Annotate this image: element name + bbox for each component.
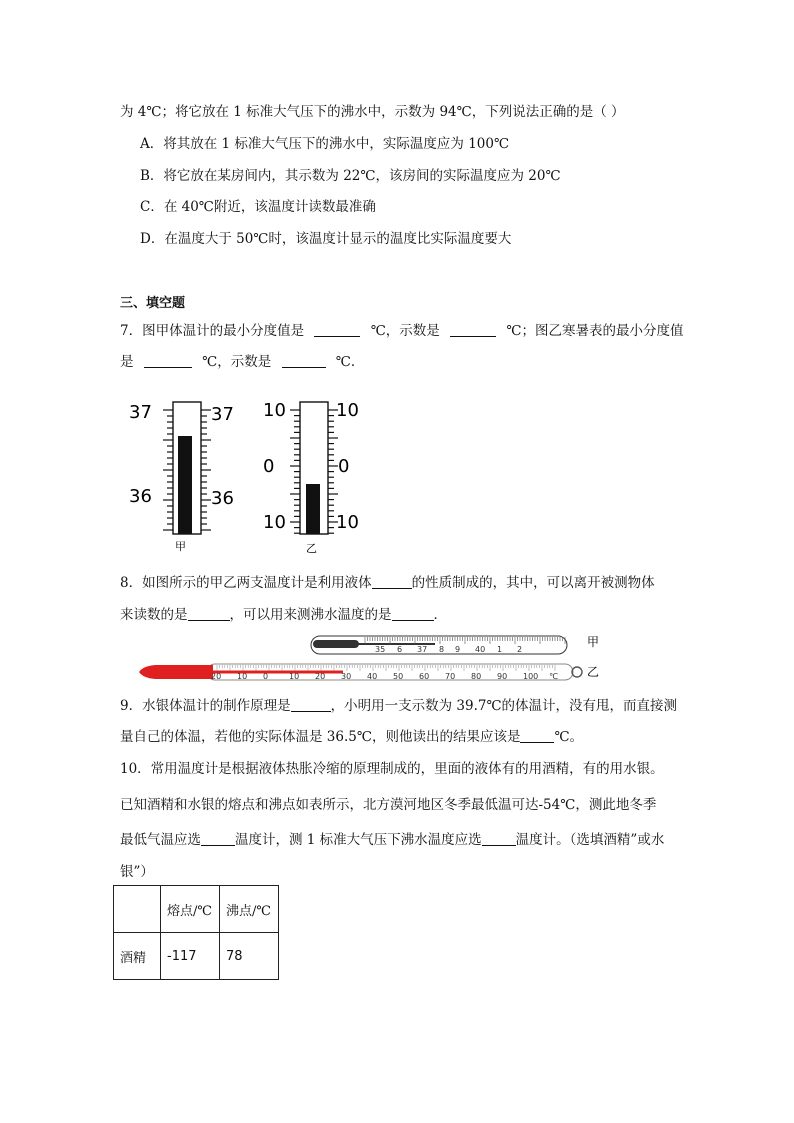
table-header-row <box>114 886 279 933</box>
q6-option-a: A．将其放在 1 标准大气压下的沸水中，实际温度应为 100℃ <box>140 136 510 152</box>
q8-jia-caption: 甲 <box>587 635 600 649</box>
q8-yi-scale-label: 90 <box>497 672 508 681</box>
q8-jia-scale-label: 2 <box>517 645 523 654</box>
q8-line2 <box>120 605 447 625</box>
jia-label-top-left: 37 <box>129 402 152 423</box>
q9-blank-1[interactable] <box>291 697 331 712</box>
q8-text-d: ，可以用来测沸水温度的是 <box>229 607 392 623</box>
q8-text-c: 来读数的是 <box>120 607 188 623</box>
jia-caption: 甲 <box>175 540 186 553</box>
q10-blank-2[interactable] <box>482 831 516 846</box>
q7-text-e: ℃，示数是 <box>202 354 272 370</box>
q8-figure <box>135 630 615 688</box>
q8-yi-scale-label: 10 <box>289 672 300 681</box>
q8-jia-scale-label: 35 <box>375 645 386 654</box>
q6-option-c: C．在 40℃附近，该温度计读数最准确 <box>140 199 376 215</box>
table-cell: -117 <box>161 933 220 980</box>
q8-yi-scale-label: 40 <box>367 672 378 681</box>
q7-blank-4[interactable] <box>282 353 326 368</box>
q8-blank-2[interactable] <box>188 606 230 621</box>
table-row <box>114 933 279 980</box>
q7-text-a: 7．图甲体温计的最小分度值是 <box>120 323 305 339</box>
q9-text-b: ，小明用一支示数为 39.7℃的体温计，没有甩，而直接测 <box>330 698 678 714</box>
q7-line2 <box>120 352 364 372</box>
jia-mercury-column <box>178 436 192 534</box>
q8-yi-scale-label: 80 <box>471 672 482 681</box>
q10-blank-1[interactable] <box>201 831 235 846</box>
q8-jia-bulb <box>313 640 359 648</box>
yi-label-top-left: 10 <box>263 400 286 421</box>
q8-yi-scale-label: 0 <box>263 672 269 681</box>
table-cell: 酒精 <box>114 933 161 980</box>
q7-text-d: 是 <box>120 354 134 370</box>
q8-jia-scale-label: 9 <box>455 645 461 654</box>
table-cell: 78 <box>220 933 279 980</box>
q7-text-b: ℃，示数是 <box>370 323 440 339</box>
table-header-cell <box>114 886 161 933</box>
q8-jia-scale-label: 6 <box>397 645 403 654</box>
q8-jia-scale-label: 37 <box>417 645 428 654</box>
q8-yi-scale-label: 10 <box>237 672 248 681</box>
q8-yi-scale-label: 20 <box>211 672 222 681</box>
yi-label-mid-right: 0 <box>338 456 350 477</box>
q10-line2: 已知酒精和水银的熔点和沸点如表所示，北方漠河地区冬季最低温可达-54℃，测此地冬季 <box>120 797 657 813</box>
q6-option-d: D．在温度大于 50℃时，该温度计显示的温度比实际温度要大 <box>140 231 512 247</box>
q8-jia-scale-label: 1 <box>497 645 503 654</box>
yi-label-bottom-left: 10 <box>263 512 286 533</box>
q9-blank-2[interactable] <box>520 728 554 743</box>
q7-blank-3[interactable] <box>144 353 192 368</box>
q8-yi-scale-label: 70 <box>445 672 456 681</box>
q9-text-c: 量自己的体温，若他的实际体温是 36.5℃，则他读出的结果应该是 <box>120 729 521 745</box>
q9-line2 <box>120 727 583 747</box>
q9-text-d: ℃。 <box>554 729 584 745</box>
yi-label-top-right: 10 <box>336 400 359 421</box>
q10-line4: 银”） <box>120 864 154 880</box>
melting-boiling-table <box>113 885 279 980</box>
yi-label-bottom-right: 10 <box>336 512 359 533</box>
q8-yi-scale-label: 20 <box>315 672 326 681</box>
q8-text-e: ． <box>433 607 447 623</box>
q8-jia-scale-label: 8 <box>439 645 445 654</box>
q8-line1 <box>120 573 655 593</box>
yi-caption: 乙 <box>306 542 317 555</box>
q8-text-a: 8．如图所示的甲乙两支温度计是利用液体 <box>120 575 372 591</box>
q6-option-b: B．将它放在某房间内，其示数为 22℃，该房间的实际温度应为 20℃ <box>140 168 561 184</box>
q8-yi-scale-label: 60 <box>419 672 430 681</box>
q8-yi-scale-label: 100 <box>523 672 539 681</box>
q8-yi-scale-label: 30 <box>341 672 352 681</box>
q7-figure-jia <box>125 396 245 558</box>
section-title: 三、填空题 <box>120 296 186 311</box>
jia-label-bottom-left: 36 <box>129 486 152 507</box>
q8-yi-bulb <box>139 665 213 679</box>
q9-text-a: 9．水银体温计的制作原理是 <box>120 698 291 714</box>
yi-label-mid-left: 0 <box>263 456 275 477</box>
q10-text-b: 温度计，测 1 标准大气压下沸水温度应选 <box>235 832 482 848</box>
q7-blank-2[interactable] <box>450 322 496 337</box>
q8-yi-caption: 乙 <box>587 665 600 679</box>
q8-yi-scale-label: 50 <box>393 672 404 681</box>
jia-label-top-right: 37 <box>211 404 234 425</box>
q8-yi-scale-label: ℃ <box>549 672 558 681</box>
q8-blank-3[interactable] <box>392 606 434 621</box>
table-header-cell: 沸点/℃ <box>220 886 279 933</box>
table-header-cell: 熔点/℃ <box>161 886 220 933</box>
q8-jia-scale-label: 40 <box>475 645 486 654</box>
q10-text-c: 温度计。（选填酒精”或水 <box>515 832 665 848</box>
yi-liquid-column <box>306 484 320 534</box>
q10-text-a: 最低气温应选 <box>120 832 201 848</box>
q9-line1 <box>120 696 677 716</box>
q10-line1: 10．常用温度计是根据液体热胀冷缩的原理制成的，里面的液体有的用酒精，有的用水银。 <box>120 761 664 777</box>
q7-line1 <box>120 321 684 341</box>
q7-text-c: ℃；图乙寒暑表的最小分度值 <box>506 323 684 339</box>
q8-text-b: 的性质制成的，其中，可以离开被测物体 <box>411 575 655 591</box>
q7-figure-yi <box>260 396 370 558</box>
q7-blank-1[interactable] <box>314 322 360 337</box>
q6-stem-tail: 为 4℃；将它放在 1 标准大气压下的沸水中，示数为 94℃，下列说法正确的是（ ） <box>120 104 625 120</box>
q7-text-f: ℃． <box>335 354 365 370</box>
jia-label-bottom-right: 36 <box>211 488 234 509</box>
q8-blank-1[interactable] <box>372 574 412 589</box>
q10-line3 <box>120 830 664 850</box>
